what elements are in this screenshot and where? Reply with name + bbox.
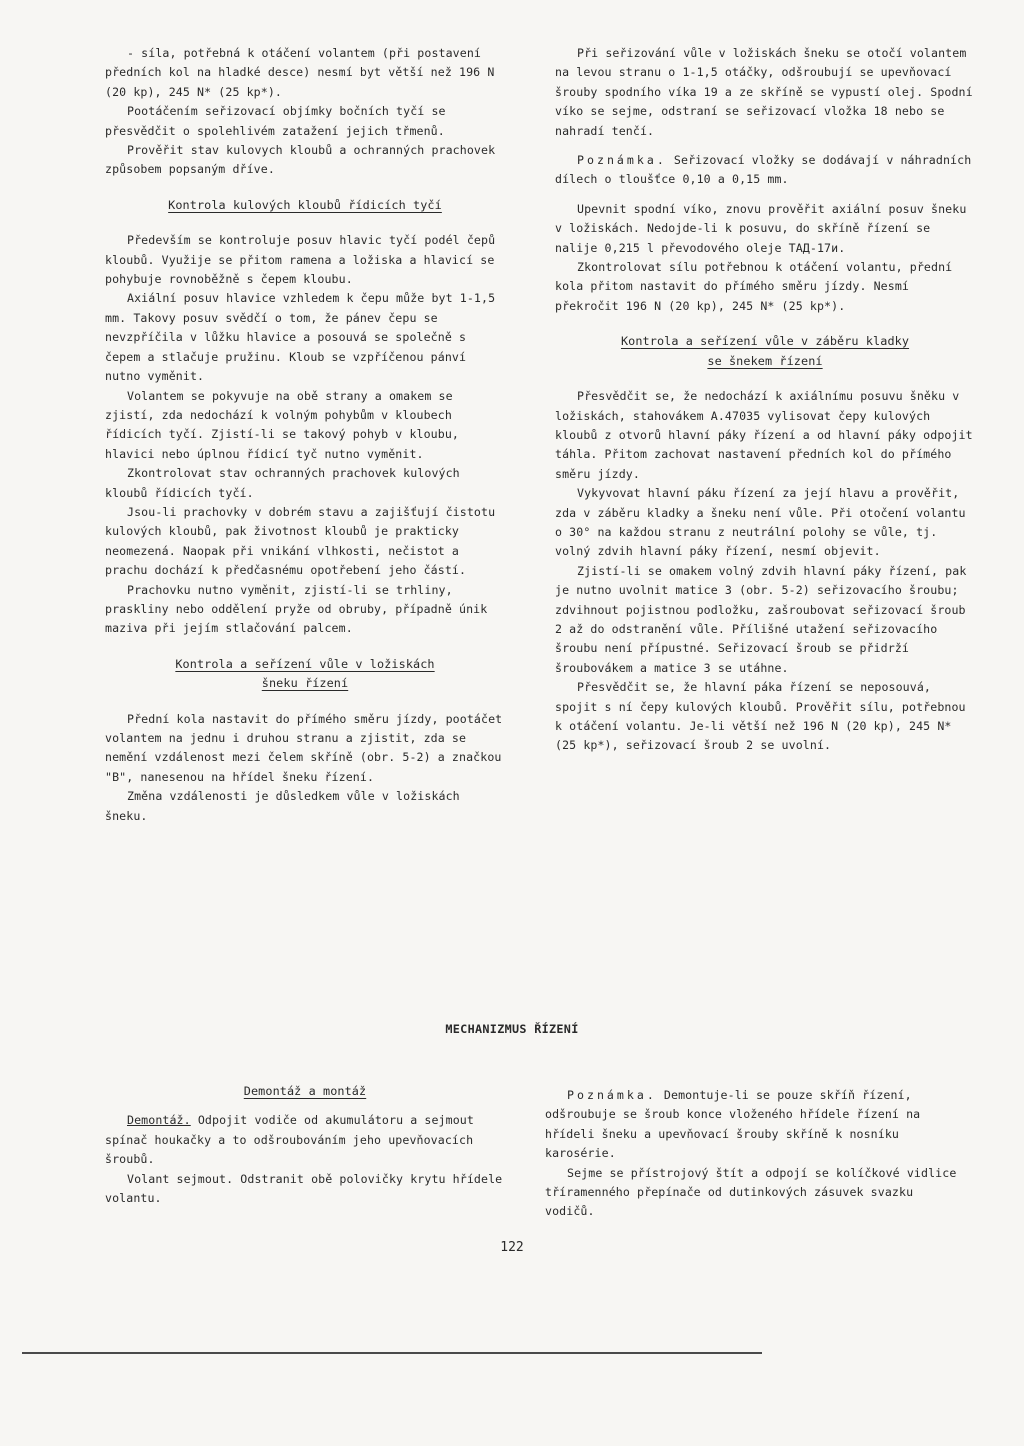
paragraph: Při seřizování vůle v ložiskách šneku se otočí volantem na levou stranu o 1-1,5 otáčky, odšroubují se upevňovací šrouby spodního víka 19 a ze skříně se vypustí olej. Spodní víko se sejme, odstraní se seřizovací vložka 18 nebo se nahradí tenčí. (555, 46, 973, 138)
section-heading: Kontrola a seřízení vůle v záběru kladky (620, 334, 910, 349)
paragraph: Prověřit stav kulovych kloubů a ochranných prachovek způsobem popsaným dříve. (105, 143, 496, 177)
paragraph: Zjistí-li se omakem volný zdvih hlavní páky řízení, pak je nutno uvolnit matice 3 (obr. 5-2) seřizovacího šroubu; zdvihnout pojistnou podložku, zašroubovat seřizovací šroub 2 až do odstranění vůle. Přílišné utažení seřizovacího šroubu není přípustné. Seřizovací šroub se přidrží šroubovákem a matice 3 se utáhne. (555, 563, 967, 675)
paragraph: Prachovku nutno vyměnit, zjistí-li se trhliny, praskliny nebo oddělení pryže od obruby, případně únik maziva při jejím stlačování palcem. (105, 582, 488, 636)
paragraph: - síla, potřebná k otáčení volantem (při postavení předních kol na hladké desce) nesmí byt větší než 196 N (20 kp), 245 N* (25 kp*). (105, 46, 495, 99)
left-column (105, 44, 505, 826)
paragraph: Přesvědčit se, že nedochází k axiálnímu posuvu šněku v ložiskách, stahovákem A.47035 vylisovat čepy kulových kloubů z otvorů hlavní páky řízení a od hlavní páky odpojit táhla. Přitom zachovat nastavení předních kol do přímého směru jízdy. (555, 389, 973, 481)
section-heading: Kontrola a seřízení vůle v ložiskách (175, 656, 435, 671)
paragraph: Změna vzdálenosti je důsledkem vůle v ložiskách šneku. (105, 789, 460, 823)
note-text: Seřizovací vložky se dodávají v náhradních dílech o tloušťce 0,10 a 0,15 mm. (555, 153, 972, 187)
paragraph: Volantem se pokyvuje na obě strany a omakem se zjistí, zda nedochází k volným pohybům v kloubech řídicích tyčí. Zjistí-li se takový pohyb v kloubu, hlavici nebo úplnou řídicí tyč nutno vyměnit. (105, 388, 460, 461)
lead-label: Demontáž. (127, 1113, 191, 1128)
paragraph: Vykyvovat hlavní páku řízení za její hlavu a prověřit, zda v záběru kladky a šneku není vůle. Při otočení volantu o 30° na každou stranu z neutrální polohy se vůle, tj. volný zdvih hlavní páky řízení, nesmí objevit. (555, 486, 966, 559)
note-text: Demontuje-li se pouze skříň řízení, odšroubuje se šroub konce vloženého hřídele řízení na hřídeli šneku a upevňovací šrouby skříně k nosníku karosérie. (545, 1088, 921, 1161)
paragraph: Upevnit spodní víko, znovu prověřit axiální posuv šneku v ložiskách. Nedojde-li k posuvu, do skříně řízení se nalije 0,215 l převodového oleje ТАД-17и. (555, 201, 967, 255)
section-heading: se šnekem řízení (707, 353, 823, 368)
bottom-left-column (105, 1082, 505, 1208)
paragraph: Jsou-li prachovky v dobrém stavu a zajišťují čistotu kulových kloubů, pak životnost kloubů je prakticky neomezená. Naopak při vnikání vlhkosti, nečistot a prachu dochází k předčasnému opotřebení jeho částí. (105, 504, 496, 578)
paragraph: Přesvědčit se, že hlavní páka řízení se neposouvá, spojit s ní čepy kulových kloubů. Prověřit sílu, potřebnou k otáčení volantu. Je-li větší než 196 N (20 kp), 245 N* (25 kp*), seřizovací šroub 2 se uvolní. (555, 680, 966, 753)
bottom-right-column (545, 1086, 965, 1222)
right-column (555, 44, 975, 756)
note-paragraph (555, 151, 975, 190)
note-paragraph (545, 1086, 965, 1164)
page-number: 122 (500, 1240, 524, 1255)
section-heading: Demontáž a montáž (243, 1084, 367, 1098)
note-label: Poznámka. (567, 1088, 657, 1102)
section-heading: Kontrola kulových kloubů řídicích tyčí (168, 197, 442, 212)
paragraph-text: Odpojit vodiče od akumulátoru a sejmout spínač houkačky a to odšroubováním jeho upevňovacích šroubů. (105, 1113, 474, 1167)
section-title: MECHANIZMUS ŘÍZENÍ (445, 1022, 579, 1036)
paragraph: Pootáčením seřizovací objímky bočních tyčí se přesvědčit o spolehlivém zatažení jejich třmenů. (105, 104, 446, 138)
note-label: Poznámka. (577, 153, 667, 168)
paragraph: Zkontrolovat stav ochranných prachovek kulových kloubů řídicích tyčí. (105, 466, 460, 500)
paragraph (105, 1111, 505, 1169)
paragraph: Sejme se přístrojový štít a odpojí se kolíčkové vidlice tříramenného přepínače od dutinkových zásuvek svazku vodičů. (545, 1165, 957, 1219)
paragraph: Zkontrolovat sílu potřebnou k otáčení volantu, přední kola přitom nastavit do přímého směru jízdy. Nesmí překročit 196 N (20 kp), 245 N* (25 kp*). (555, 260, 953, 313)
paragraph: Přední kola nastavit do přímého směru jízdy, pootáčet volantem na jednu i druhou stranu a zjistit, zda se nemění vzdálenost mezi čelem skříně (obr. 5-2) a značkou "B", nanesenou na hřídel šneku řízení. (105, 711, 503, 784)
paragraph: Volant sejmout. Odstranit obě polovičky krytu hřídele volantu. (105, 1171, 503, 1206)
paragraph: Axiální posuv hlavice vzhledem k čepu může byt 1-1,5 mm. Takovy posuv svědčí o tom, že pánev čepu se nevzpříčila v lůžku hlavice a posouvá se společně s čepem a stlačuje pružinu. Kloub se vzpříčenou pánví nutno vyměnit. (105, 291, 496, 384)
paragraph: Především se kontroluje posuv hlavic tyčí podél čepů kloubů. Využije se přitom ramena a ložiska a hlavicí se pohybuje rovnoběžně s čepem kloubu. (105, 233, 496, 287)
section-heading: šneku řízení (261, 676, 349, 691)
scan-divider (22, 1352, 762, 1354)
